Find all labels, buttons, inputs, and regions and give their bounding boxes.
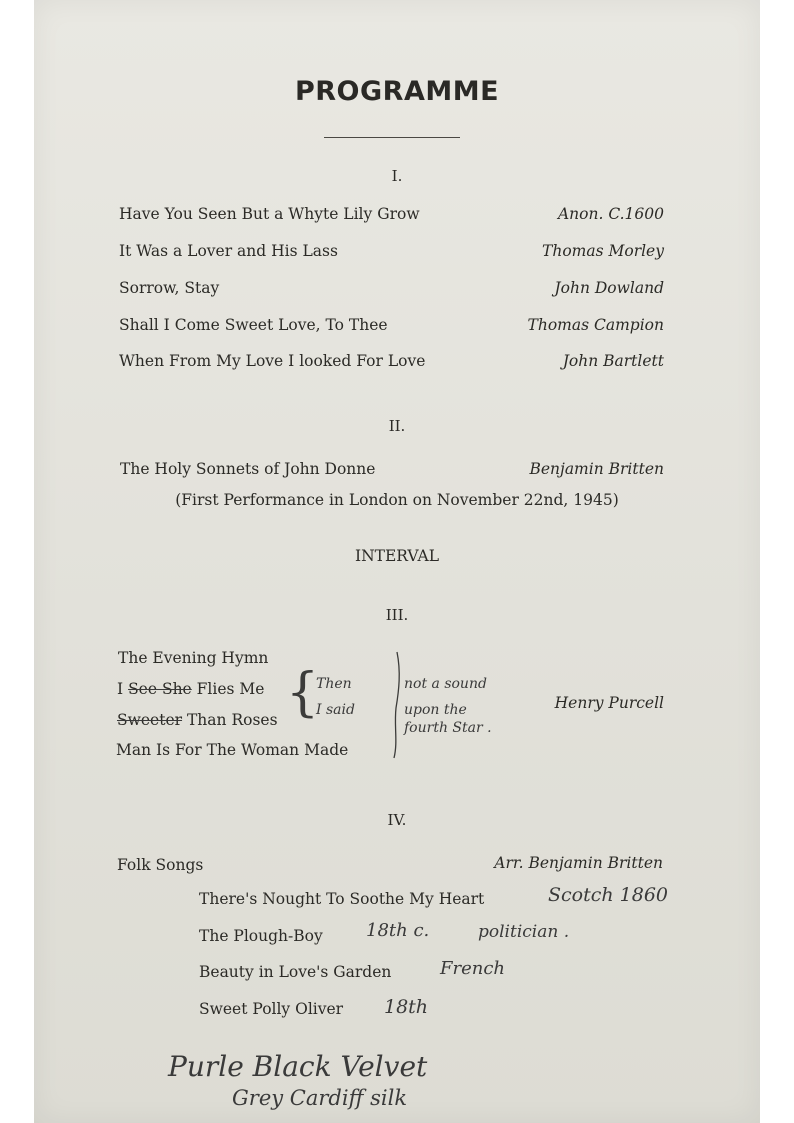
song-title: Sweet Polly Oliver	[199, 1000, 344, 1018]
composer: Thomas Morley	[542, 242, 664, 260]
interval-heading: INTERVAL	[354, 547, 440, 565]
struck-text: See She	[128, 680, 192, 698]
section-numeral-2: II.	[388, 417, 406, 435]
composer: John Dowland	[554, 279, 664, 297]
song-title: Shall I Come Sweet Love, To Thee	[119, 316, 388, 334]
composer: Benjamin Britten	[529, 460, 664, 478]
handwritten-note: 18th	[384, 996, 429, 1018]
margin-bracket-stroke	[394, 652, 399, 758]
brace-mark: {	[286, 663, 320, 723]
handwritten-signature: Purle Black Velvet	[168, 1050, 428, 1083]
composer: Anon. C.1600	[557, 205, 664, 223]
handwritten-note: upon the	[404, 702, 467, 718]
section-numeral-3: III.	[385, 606, 409, 624]
song-title: Have You Seen But a Whyte Lily Grow	[119, 205, 420, 223]
handwritten-note: politician .	[478, 922, 570, 942]
section-numeral-1: I.	[391, 167, 403, 185]
song-title: The Evening Hymn	[118, 649, 269, 667]
song-title: Beauty in Love's Garden	[199, 963, 392, 981]
song-title: When From My Love I looked For Love	[119, 352, 426, 370]
composer: John Bartlett	[562, 352, 664, 370]
song-title: I See She Flies Me	[117, 680, 265, 698]
song-title: There's Nought To Soothe My Heart	[199, 890, 485, 908]
handwritten-signature: Grey Cardiff silk	[232, 1086, 408, 1110]
song-title: The Plough-Boy	[199, 927, 323, 945]
section-heading: Folk Songs	[117, 856, 204, 874]
struck-text: Sweeter	[117, 711, 183, 729]
song-title: The Holy Sonnets of John Donne	[120, 460, 376, 478]
premiere-note: (First Performance in London on November 22nd, 1945)	[175, 491, 619, 509]
handwritten-note: fourth Star .	[404, 720, 492, 736]
song-title: It Was a Lover and His Lass	[119, 242, 338, 260]
handwritten-note: Then	[316, 676, 352, 692]
handwritten-note: I said	[316, 702, 355, 718]
handwritten-note: Scotch 1860	[548, 884, 669, 906]
song-title: Man Is For The Woman Made	[116, 741, 349, 759]
composer: Thomas Campion	[527, 316, 664, 334]
section-numeral-4: IV.	[387, 811, 407, 829]
handwritten-note: French	[440, 958, 506, 979]
handwritten-note: 18th c.	[366, 920, 430, 941]
song-title: Sorrow, Stay	[119, 279, 220, 297]
page-title: PROGRAMME	[294, 76, 500, 107]
song-title: Sweeter Than Roses	[117, 711, 278, 729]
composer: Henry Purcell	[554, 694, 664, 712]
arranger: Arr. Benjamin Britten	[494, 854, 663, 872]
handwritten-note: not a sound	[404, 676, 487, 692]
